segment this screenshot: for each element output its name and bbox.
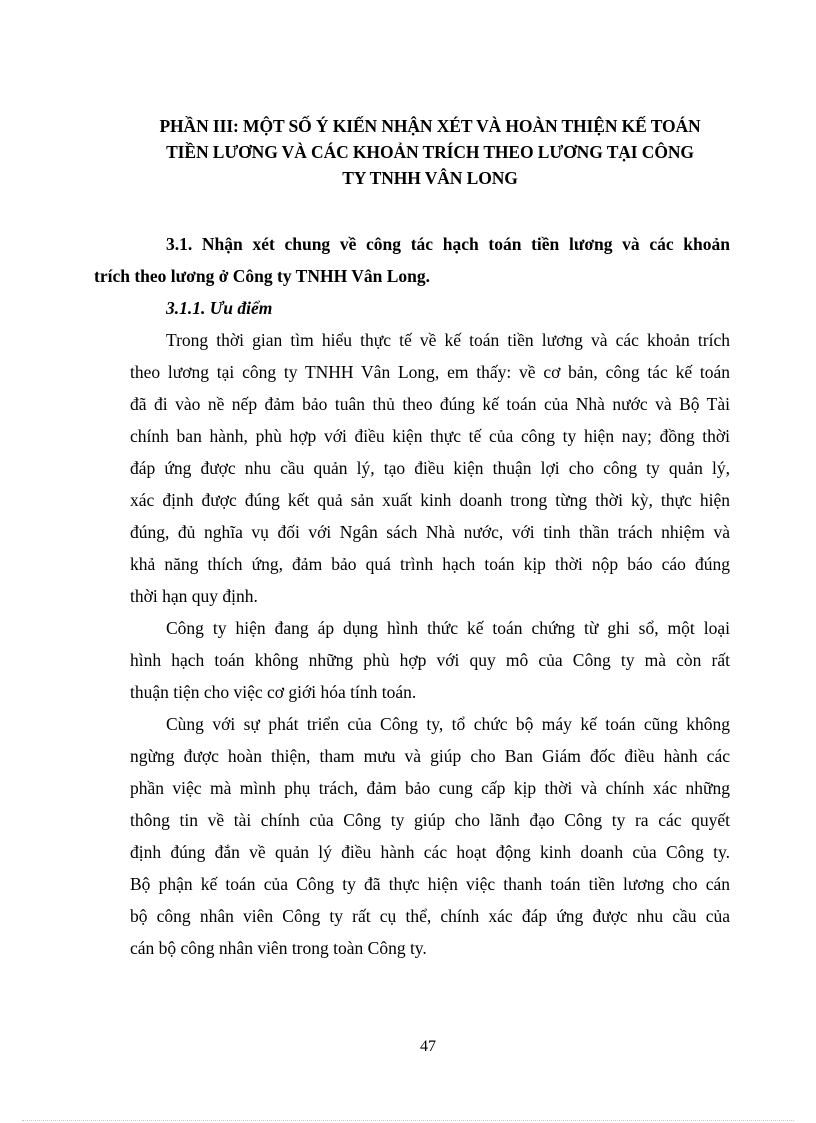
paragraph-line: Cùng với sự phát triển của Công ty, tổ chức bộ máy kế toán cũng không — [166, 714, 730, 734]
paragraph-line: Công ty hiện đang áp dụng hình thức kế toán chứng từ ghi sổ, một loại — [166, 618, 730, 638]
paragraph-line: theo lương tại công ty TNHH Vân Long, em thấy: về cơ bản, công tác kế toán — [130, 362, 730, 382]
paragraph-line: chính ban hành, phù hợp với điều kiện thực tế của công ty hiện nay; đồng thời — [130, 426, 730, 446]
paragraph-line: Trong thời gian tìm hiểu thực tế về kế toán tiền lương và các khoản trích — [166, 330, 730, 350]
paragraph-line: Bộ phận kế toán của Công ty đã thực hiện việc thanh toán tiền lương cho cán — [130, 874, 730, 894]
document-body — [94, 228, 730, 964]
paragraph-line: đã đi vào nề nếp đảm bảo tuân thủ theo đúng kế toán của Nhà nước và Bộ Tài — [130, 394, 730, 414]
chapter-title-line: PHẦN III: MỘT SỐ Ý KIẾN NHẬN XÉT VÀ HOÀN THIỆN KẾ TOÁN — [159, 116, 701, 136]
paragraph-line: hình hạch toán không những phù hợp với quy mô của Công ty mà còn rất — [130, 650, 730, 670]
paragraph-line: xác định được đúng kết quả sản xuất kinh doanh trong từng thời kỳ, thực hiện — [130, 490, 730, 510]
paragraph-line: đáp ứng được nhu cầu quản lý, tạo điều kiện thuận lợi cho công ty quản lý, — [130, 458, 730, 478]
section-heading-line: trích theo lương ở Công ty TNHH Vân Long. — [94, 266, 431, 286]
paragraph-line: cán bộ công nhân viên trong toàn Công ty. — [130, 938, 427, 958]
paragraph-line: bộ công nhân viên Công ty rất cụ thể, chính xác đáp ứng được nhu cầu của — [130, 906, 730, 926]
paragraph-line: thời hạn quy định. — [130, 586, 258, 606]
paragraph-line: khả năng thích ứng, đảm bảo quá trình hạch toán kịp thời nộp báo cáo đúng — [130, 554, 730, 574]
paragraph-line: đúng, đủ nghĩa vụ đối với Ngân sách Nhà nước, với tinh thần trách nhiệm và — [130, 522, 730, 542]
chapter-title — [100, 113, 760, 191]
chapter-title-line: TY TNHH VÂN LONG — [342, 168, 518, 188]
paragraph-line: định đúng đắn về quản lý điều hành các hoạt động kinh doanh của Công ty. — [130, 842, 730, 862]
section-heading-line: 3.1. Nhận xét chung về công tác hạch toán tiền lương và các khoản — [166, 234, 730, 254]
page-number: 47 — [420, 1038, 436, 1055]
subsection-heading: 3.1.1. Ưu điểm — [166, 298, 273, 318]
paragraph-line: phần việc mà mình phụ trách, đảm bảo cung cấp kịp thời và chính xác những — [130, 778, 730, 798]
paragraph-line: thuận tiện cho việc cơ giới hóa tính toán. — [130, 682, 417, 702]
paragraph-accounting-form — [130, 612, 730, 708]
paragraph-line: thông tin về tài chính của Công ty giúp cho lãnh đạo Công ty ra các quyết — [130, 810, 730, 830]
chapter-title-line: TIỀN LƯƠNG VÀ CÁC KHOẢN TRÍCH THEO LƯƠNG TẠI CÔNG — [166, 142, 694, 162]
paragraph-accounting-department — [130, 708, 730, 964]
footer-dotted-rule — [22, 1120, 794, 1121]
section-heading — [94, 228, 730, 292]
paragraph-line: ngừng được hoàn thiện, tham mưu và giúp cho Ban Giám đốc điều hành các — [130, 746, 730, 766]
paragraph-strengths-overview — [130, 324, 730, 612]
